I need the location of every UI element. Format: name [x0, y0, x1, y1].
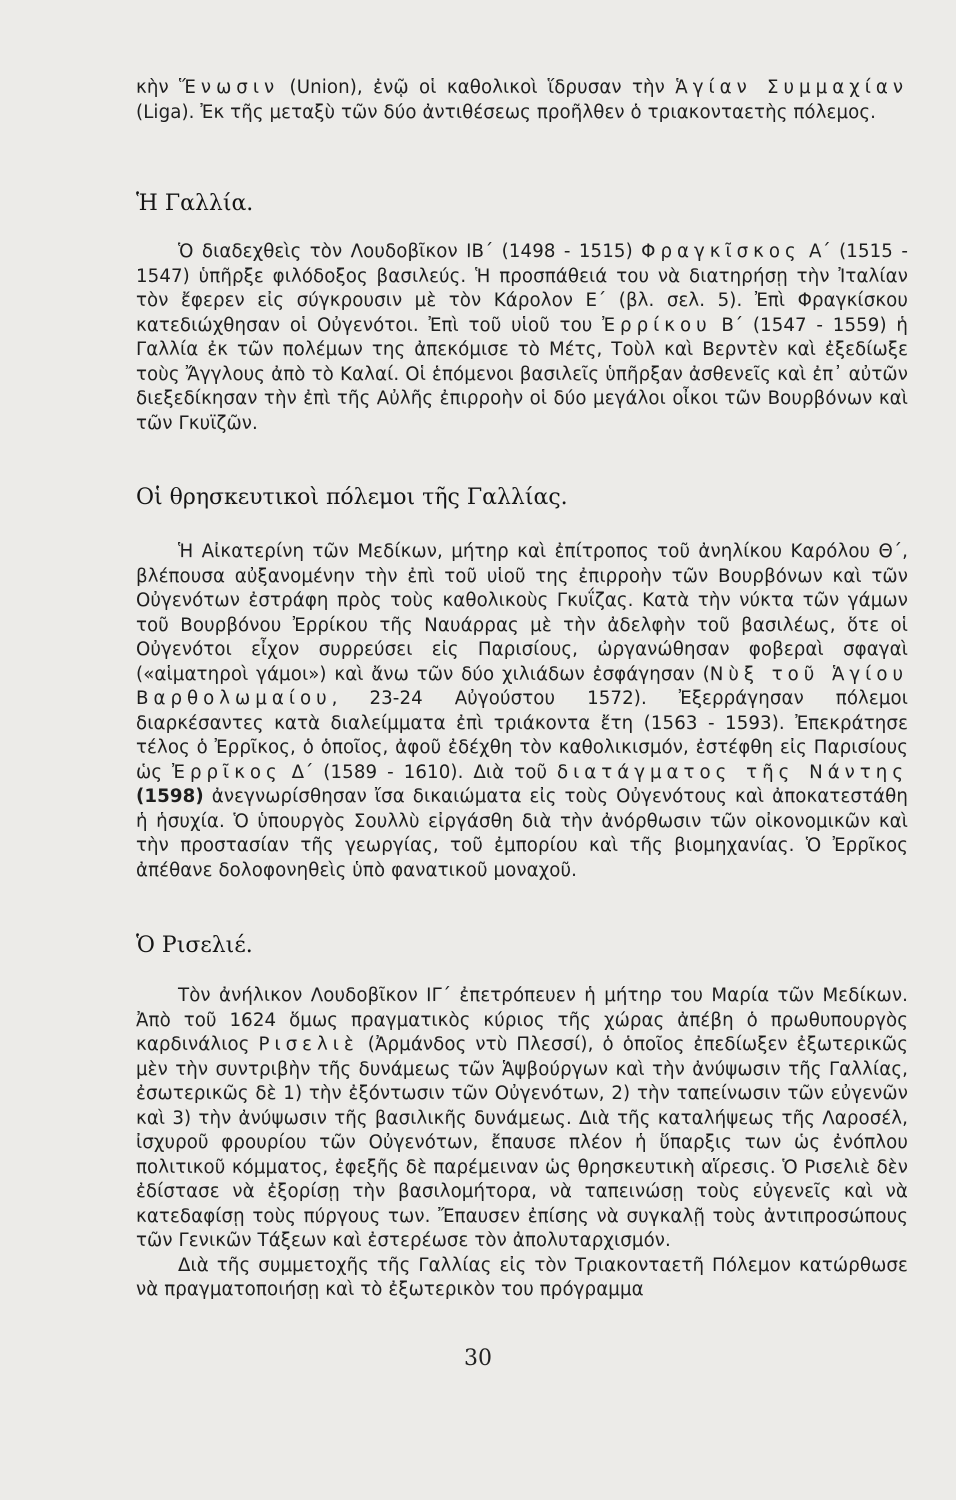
- paragraph-text: ἀνεγνωρίσθησαν ἴσα δικαιώματα εἰς τοὺς Οὐγενότους καὶ ἀποκατεστάθη ἡ ἡσυχία. Ὁ ὑπουργὸς Σουλλὺ εἰργάσθη διὰ τὴν ἀνόρθωσιν τῶν οἰκονομικῶν καὶ τὴν προστασίαν τῆς γεωργίας, τοῦ ἐμπορίου καὶ τῆς βιομηχανίας. Ὁ Ἐρρῖκος ἀπέθανε δολοφονηθεὶς ὑπὸ φανατικοῦ μοναχοῦ.: [136, 786, 908, 881]
- term-richelieu: Ρισελιὲ: [258, 1034, 359, 1055]
- section-title-richelieu: Ὁ Ρισελιέ.: [136, 933, 253, 958]
- year-1598: (1598): [136, 786, 204, 807]
- paragraph: [136, 540, 908, 883]
- paragraph: Διὰ τῆς συμμετοχῆς τῆς Γαλλίας εἰς τὸν Τριακονταετῆ Πόλεμον κατώρθωσε νὰ πραγματοποιήσῃ καὶ τὸ ἐξωτερικὸν του πρόγραμμα: [136, 1254, 908, 1300]
- paragraph: [136, 984, 908, 1254]
- paragraph-text: (Ἀρμάνδος ντὺ Πλεσσί), ὁ ὁποῖος ἐπεδίωξεν ἐξωτερικῶς μὲν τὴν συντριβὴν τῆς δυνάμεως τῶν Ἁψβούργων καὶ τὴν ἀνύψωσιν τῆς Γαλλίας, ἐσωτερικῶς δὲ 1) τὴν ἐξόντωσιν τῶν Οὐγενότων, 2) τὴν ταπείνωσιν τῶν εὐγενῶν καὶ 3) τὴν ἀνύψωσιν τῆς βασιλικῆς δυνάμεως. Διὰ τῆς καταλήψεως τῆς Λαροσέλ, ἰσχυροῦ φρουρίου τῶν Οὐγενότων, ἔπαυσε πλέον ἡ ὕπαρξις των ὡς ἐνόπλου πολιτικοῦ κόμματος, ἐφεξῆς δὲ παρέμειναν ὡς θρησκευτικὴ αἵρεσις. Ὁ Ρισελιὲ δὲν ἐδίστασε νὰ ἐξορίσῃ τὴν βασιλομήτορα, νὰ ταπεινώσῃ τοὺς εὐγενεῖς καὶ νὰ κατεδαφίσῃ τοὺς πύργους των. Ἔπαυσεν ἐπίσης νὰ συγκαλῇ τοὺς ἀντιπροσώπους τῶν Γενικῶν Τάξεων καὶ ἐστερέωσε τὸν ἀπολυταρχισμόν.: [136, 1034, 908, 1251]
- paragraph-text: , 23-24 Αὐγούστου 1572). Ἐξερράγησαν πόλεμοι διαρκέσαντες κατὰ διαλείμματα ἐπὶ τριάκοντα ἔτη (1563 - 1593). Ἐπεκράτησε τέλος ὁ Ἐρρῖκος, ὁ ὁποῖος, ἀφοῦ ἐδέχθη τὸν καθολικισμόν, ἐστέφθη εἰς Παρισίους ὡς: [136, 688, 908, 783]
- section-title-gallia: Ἡ Γαλλία.: [136, 191, 254, 216]
- paragraph-text: Δ΄ (1589 - 1610). Διὰ τοῦ: [281, 761, 558, 783]
- intro-paragraph: [136, 76, 908, 125]
- term-edict-nantes: διατάγματος τῆς Νάντης: [557, 761, 908, 783]
- paragraph-text: Α΄ (1515 - 1547) ὑπῆρξε φιλόδοξος βασιλεύς. Ἡ προσπάθειά του νὰ διατηρήσῃ τὴν Ἰταλίαν τὸν ἔφερεν εἰς σύγκρουσιν μὲ τὸν Κάρολον Ε΄ (βλ. σελ. 5). Ἐπὶ Φραγκίσκου κατεδιώχθησαν οἱ Οὐγενότοι. Ἐπὶ τοῦ υἱοῦ του: [136, 241, 908, 336]
- section-religious-wars-body: [136, 540, 908, 883]
- term-liga: Ἁγίαν Συμμαχίαν: [675, 77, 908, 98]
- term-frangiskos: Φραγκῖσκος: [641, 241, 801, 262]
- page-number: 30: [464, 1346, 492, 1371]
- intro-text-part: (Liga). Ἐκ τῆς μεταξὺ τῶν δύο ἀντιθέσεως προῆλθεν ὁ τριακονταετὴς πόλεμος.: [136, 101, 877, 123]
- section-richelieu-body: [136, 984, 908, 1303]
- paragraph: [136, 240, 908, 436]
- paragraph-text: Β΄ (1547 - 1559) ἡ Γαλλία ἐκ τῶν πολέμων της ἀπεκόμισε τὸ Μέτς, Τοὺλ καὶ Βερντὲν καὶ ἐξεδίωξε τοὺς Ἄγγλους ἀπὸ τὸ Καλαί. Οἱ ἑπόμενοι βασιλεῖς ὑπῆρξαν ἀσθενεῖς καὶ ἐπ᾽ αὐτῶν διεξεδίκησαν τὴν ἐπὶ τῆς Αὐλῆς ἐπιρροὴν οἱ δύο μεγάλοι οἶκοι τῶν Βουρβόνων καὶ τῶν Γκυϊζῶν.: [136, 314, 908, 434]
- term-union: Ἕνωσιν: [179, 77, 280, 98]
- intro-text: [136, 76, 908, 125]
- term-errikos-d: Ἐρρῖκος: [172, 761, 282, 783]
- intro-text-part: (Union), ἐνῷ οἱ καθολικοὶ ἵδρυσαν τὴν: [279, 77, 676, 98]
- paragraph-text: Ἡ Αἰκατερίνη τῶν Μεδίκων, μήτηρ καὶ ἐπίτροπος τοῦ ἀνηλίκου Καρόλου Θ΄, βλέπουσα αὐξανομένην τὴν ἐπὶ τοῦ υἱοῦ της ἐπιρροὴν τῶν Βουρβόνων καὶ τῶν Οὐγενότων ἐστράφη πρὸς τοὺς καθολικοὺς Γκυΐζας. Κατὰ τὴν νύκτα τῶν γάμων τοῦ Βουρβόνου Ἐρρίκου τῆς Ναυάρρας μὲ τὴν ἀδελφὴν τοῦ βασιλέως, ὅτε οἱ Οὐγενότοι εἶχον συρρεύσει εἰς Παρισίους, ὠργανώθησαν φοβεραὶ σφαγαὶ («αἱματηροὶ γάμοι») καὶ ἄνω τῶν δύο χιλιάδων ἐσφάγησαν (: [136, 541, 908, 685]
- section-title-religious-wars: Οἱ θρησκευτικοὶ πόλεμοι τῆς Γαλλίας.: [136, 485, 568, 510]
- term-errikos: Ἐρρίκου: [602, 314, 712, 336]
- section-gallia-body: [136, 240, 908, 436]
- intro-text-part: κὴν: [136, 77, 180, 98]
- paragraph-text: Τὸν ἀνήλικον Λουδοβῖκον ΙΓ΄ ἐπετρόπευεν ἡ μήτηρ του Μαρία τῶν Μεδίκων. Ἀπὸ τοῦ 1624 ὅμως πραγματικὸς κύριος τῆς χώρας ἀπέβη ὁ πρωθυπουργὸς καρδινάλιος: [136, 985, 908, 1055]
- paragraph-text: Ὁ διαδεχθεὶς τὸν Λουδοβῖκον ΙΒ΄ (1498 - 1515): [178, 241, 642, 262]
- term-bartholomew-night: Νὺξ τοῦ Ἁγίου Βαρθολωμαίου: [136, 663, 908, 709]
